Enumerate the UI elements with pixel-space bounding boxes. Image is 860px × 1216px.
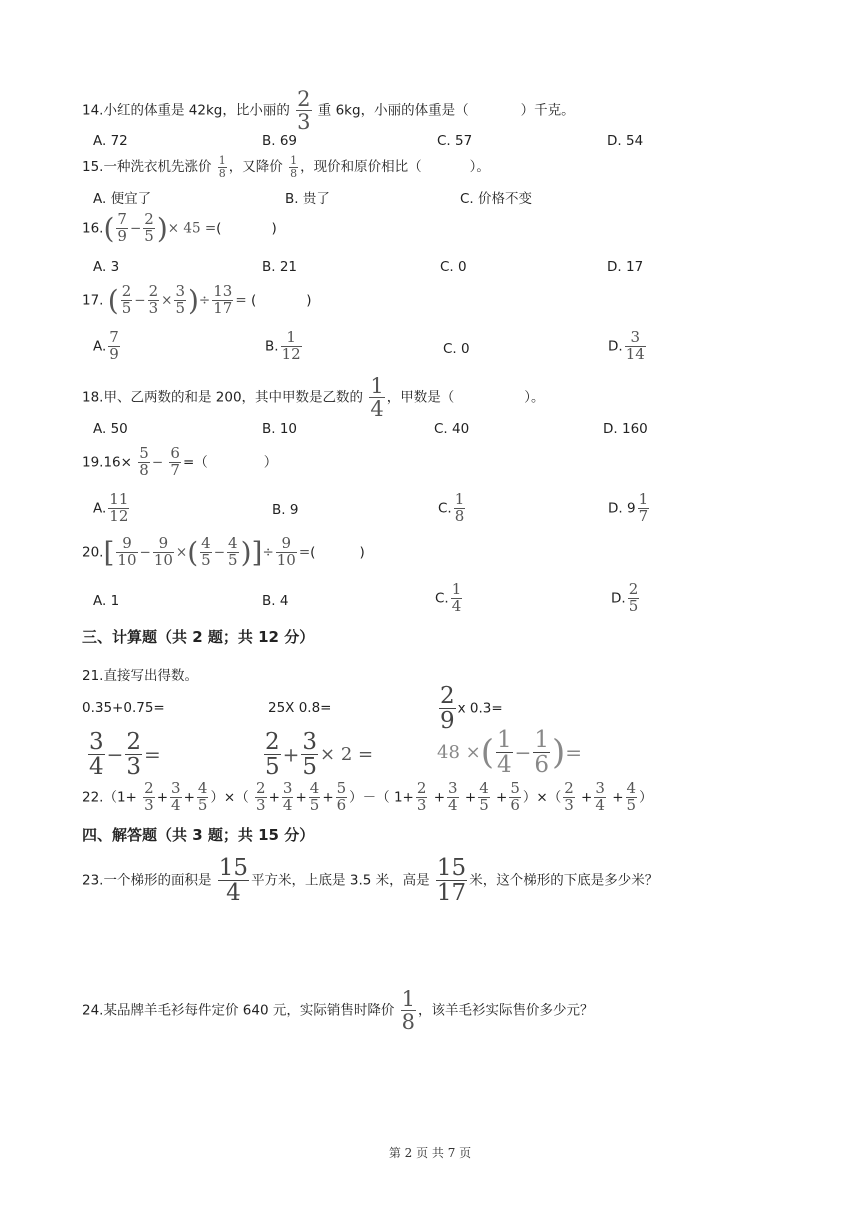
q18-option-d: D. 160	[603, 421, 648, 437]
question-24: 24.某品牌羊毛衫每件定价 640 元，实际销售时降价 $\frac{1}{8}$ ，该羊毛衫实际售价多少元？	[82, 987, 594, 1035]
q19-option-a: A. $\frac{11}{12}$	[93, 490, 129, 525]
q14-option-a: A. 72	[93, 133, 128, 149]
question-14	[82, 88, 575, 133]
question-15: 15.一种洗衣机先涨价 $\frac{1}{8}$ ，又降价 $\frac{1}{8}$ ，现价和原价相比（ ）。	[82, 154, 490, 180]
question-23: 23.一个梯形的面积是 $\frac{15}{4}$ 平方米，上底是 3.5 米，高是 $\frac{15}{17}$ 米，这个梯形的下底是多少米？	[82, 855, 659, 907]
question-22: 22.（1+ $\frac{2}{3}$ + $\frac{3}{4}$ + $\frac{4}{5}$ ）×（ $\frac{2}{3}$ + $\frac{3}{4}$ + $\frac{4}{5}$ + $\frac{5}{6}$ ）－（ 1+ $\frac{2}{3}$ + $\frac{3}{4}$ + $\frac{4}{5}$ + $\frac{5}{6}$ ）×（ $\frac{2}{3}$ + $\frac{3}{4}$ + $\frac{4}{5}$ ）	[82, 779, 653, 814]
question-19: 19.16× $\frac{5}{8}$ − $\frac{6}{7}$ =（ ）	[82, 444, 278, 479]
q19-option-c: C. $\frac{1}{8}$	[438, 490, 465, 525]
q17-option-d: D. $\frac{3}{14}$	[608, 328, 645, 363]
q14-option-d: D. 54	[607, 133, 644, 149]
question-17: 17. ( $\frac{2}{5}$ − $\frac{2}{3}$ × $\frac{3}{5}$ )÷ $\frac{13}{17}$ = ( )	[82, 282, 312, 317]
q18-option-a: A. 50	[93, 421, 128, 437]
question-20: 20.[ $\frac{9}{10}$ − $\frac{9}{10}$ ×( $\frac{4}{5}$ − $\frac{4}{5}$ )]÷ $\frac{9}{10}$ =( )	[82, 534, 365, 569]
q21-item-c: $\frac{2}{9}$ x 0.3=	[440, 683, 503, 735]
q20-option-a: A. 1	[93, 593, 120, 609]
question-18: 18.甲、乙两数的和是 200，其中甲数是乙数的 $\frac{1}{4}$ ，甲数是（ ）。	[82, 374, 545, 422]
q15-option-c: C. 价格不变	[460, 191, 533, 207]
q21-item-d: $\frac{3}{4}$ − $\frac{2}{3}$ =	[89, 729, 161, 781]
q16-option-c: C. 0	[440, 259, 467, 275]
q15-option-b: B. 贵了	[285, 191, 330, 207]
question-16: 16.( $\frac{7}{9}$ − $\frac{2}{5}$ )× 45 =( )	[82, 210, 277, 245]
q16-option-b: B. 21	[262, 259, 298, 275]
q20-option-b: B. 4	[262, 593, 289, 609]
q18-option-b: B. 10	[262, 421, 298, 437]
q16-fraction-2: $\frac{2}{5}$	[144, 210, 154, 245]
q14-option-b: B. 69	[262, 133, 298, 149]
question-21-title: 21.直接写出得数。	[82, 668, 198, 684]
q15-fraction-1: $\frac{1}{8}$	[218, 154, 226, 180]
q15-option-a: A. 便宜了	[93, 191, 152, 207]
q20-option-d: D. $\frac{2}{5}$	[611, 580, 639, 615]
q19-option-b: B. 9	[272, 502, 299, 518]
q16-fraction-1: $\frac{7}{9}$	[117, 210, 127, 245]
page-footer: 第 2 页 共 7 页	[388, 1146, 472, 1160]
q19-option-d: D. 9 $\frac{1}{7}$	[608, 490, 649, 525]
q18-fraction: $\frac{1}{4}$	[370, 374, 384, 422]
q21-item-f: 48 ×( $\frac{1}{4}$ − $\frac{1}{6}$ )=	[437, 727, 583, 779]
q16-option-d: D. 17	[607, 259, 644, 275]
q17-option-a: A. $\frac{7}{9}$	[93, 328, 119, 363]
q14-option-c: C. 57	[437, 133, 473, 149]
q18-option-c: C. 40	[434, 421, 470, 437]
q14-fraction: $\frac{2}{3}$	[297, 87, 311, 135]
q17-option-c: C. 0	[443, 341, 470, 357]
q15-fraction-2: $\frac{1}{8}$	[290, 154, 298, 180]
q21-item-e: $\frac{2}{5}$ + $\frac{3}{5}$ × 2 =	[265, 729, 374, 781]
section-3-heading: 三、计算题（共 2 题；共 12 分）	[82, 628, 315, 646]
q21-item-b: 25X 0.8=	[268, 700, 332, 716]
q17-option-b: B. $\frac{1}{12}$	[265, 328, 301, 363]
section-4-heading: 四、解答题（共 3 题；共 15 分）	[82, 826, 315, 844]
q14-text-2: 重 6kg，小丽的体重是（	[317, 102, 469, 119]
q14-blank-end: ）千克。	[520, 102, 575, 119]
q21-item-a: 0.35+0.75=	[82, 700, 165, 716]
q16-option-a: A. 3	[93, 259, 120, 275]
q20-option-c: C. $\frac{1}{4}$	[435, 580, 462, 615]
q14-text: 14.小红的体重是 42kg，比小丽的	[82, 102, 290, 119]
